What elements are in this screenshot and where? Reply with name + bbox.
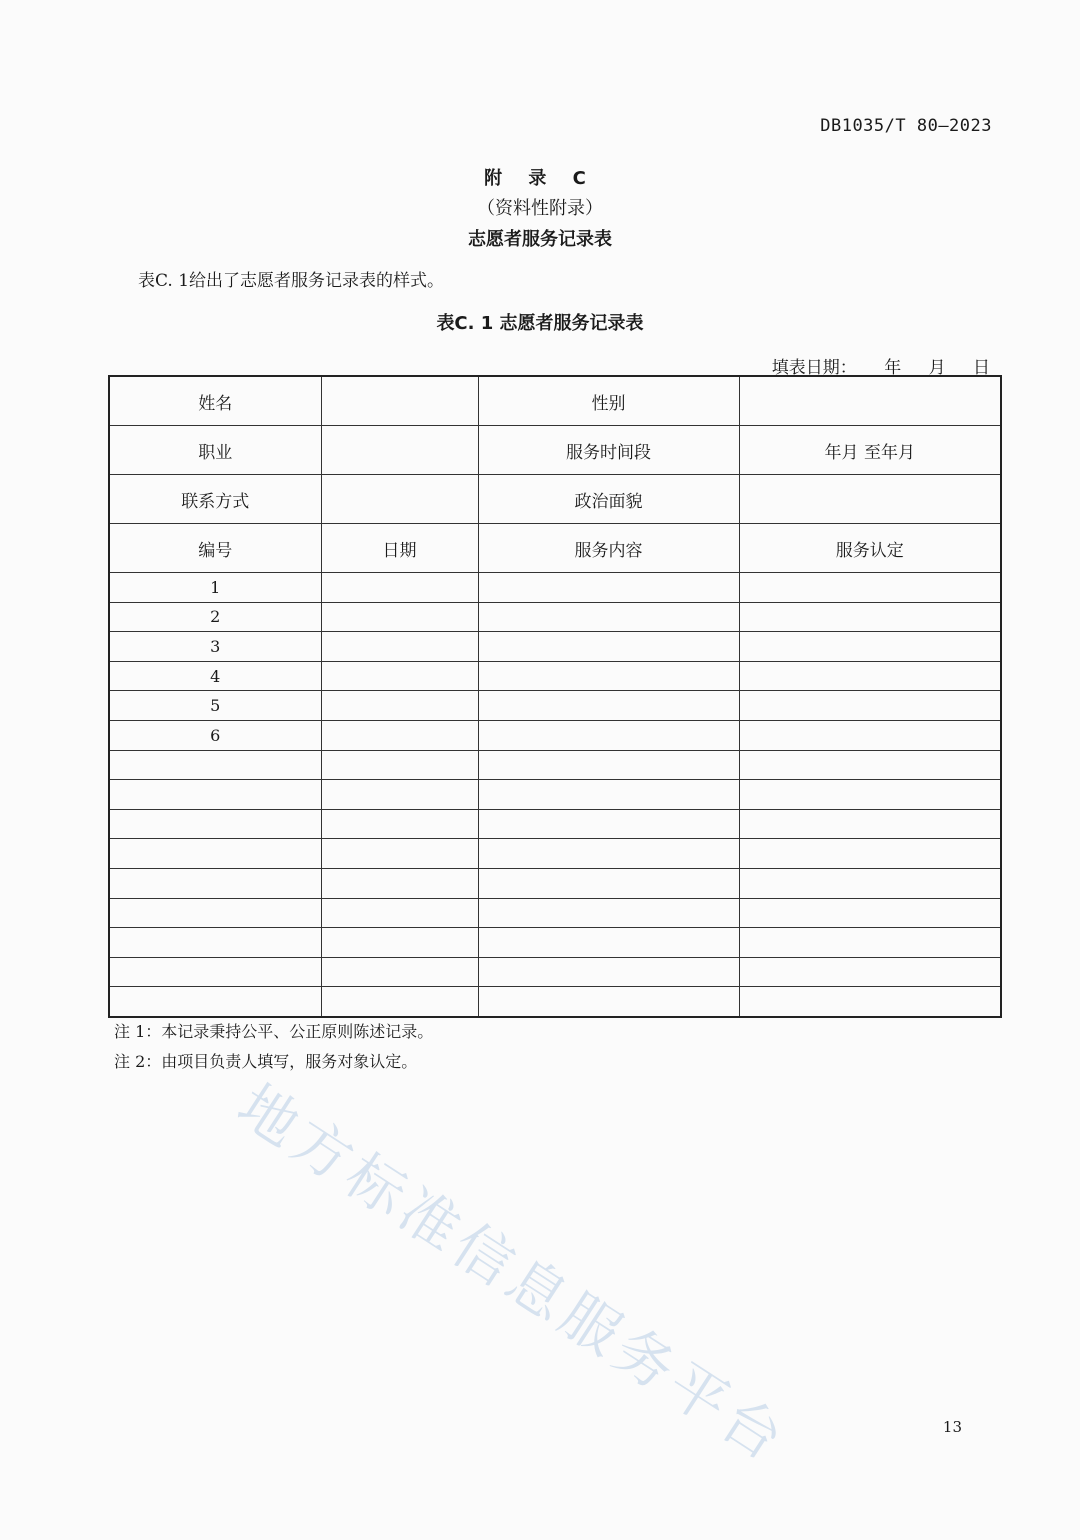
row-number-cell: 4 [109,661,321,691]
row-recognition-cell[interactable] [739,602,1001,632]
table-row [109,475,1001,524]
row-content-cell[interactable] [478,691,739,721]
table-row [109,928,1001,958]
row-content-cell[interactable] [478,957,739,987]
row-content-cell[interactable] [478,987,739,1017]
row-recognition-cell[interactable] [739,691,1001,721]
row-content-cell[interactable] [478,632,739,662]
service-period-label: 服务时间段 [478,426,739,475]
table-row [109,376,1001,426]
row-content-cell[interactable] [478,868,739,898]
gender-field[interactable] [739,376,1001,426]
row-number-cell [109,780,321,810]
appendix-title: 附 录 C [484,168,596,189]
table-row [109,868,1001,898]
fill-date-month: 月 [928,358,946,378]
row-number-cell [109,928,321,958]
table-row [109,426,1001,475]
column-header-recognition: 服务认定 [739,524,1001,573]
row-date-cell[interactable] [321,898,478,928]
political-field[interactable] [739,475,1001,524]
note-1: 注 1：本记录秉持公平、公正原则陈述记录。 [114,1022,434,1041]
row-date-cell[interactable] [321,809,478,839]
name-label: 姓名 [109,376,321,426]
table-row [109,661,1001,691]
table-row [109,839,1001,869]
row-date-cell[interactable] [321,868,478,898]
row-date-cell[interactable] [321,928,478,958]
table-row [109,780,1001,810]
table-row [109,720,1001,750]
volunteer-record-table [108,375,1002,1018]
row-recognition-cell[interactable] [739,720,1001,750]
row-content-cell[interactable] [478,750,739,780]
row-recognition-cell[interactable] [739,809,1001,839]
column-header-number: 编号 [109,524,321,573]
row-content-cell[interactable] [478,573,739,603]
row-content-cell[interactable] [478,928,739,958]
fill-date-year: 年 [884,358,902,378]
row-recognition-cell[interactable] [739,868,1001,898]
table-row [109,987,1001,1017]
watermark: 地方标准信息服务平台 [225,1070,800,1477]
column-header-content: 服务内容 [478,524,739,573]
row-date-cell[interactable] [321,839,478,869]
appendix-name: 志愿者服务记录表 [468,229,612,250]
contact-label: 联系方式 [109,475,321,524]
row-recognition-cell[interactable] [739,780,1001,810]
fill-date-day: 日 [973,358,990,378]
table-row [109,602,1001,632]
row-recognition-cell[interactable] [739,957,1001,987]
row-date-cell[interactable] [321,957,478,987]
row-date-cell[interactable] [321,720,478,750]
row-content-cell[interactable] [478,720,739,750]
row-number-cell [109,957,321,987]
page-number: 13 [942,1418,962,1436]
occupation-field[interactable] [321,426,478,475]
row-recognition-cell[interactable] [739,573,1001,603]
row-recognition-cell[interactable] [739,987,1001,1017]
table-row [109,957,1001,987]
note-2: 注 2：由项目负责人填写，服务对象认定。 [114,1052,418,1071]
row-date-cell[interactable] [321,691,478,721]
row-number-cell: 1 [109,573,321,603]
row-number-cell [109,987,321,1017]
row-content-cell[interactable] [478,780,739,810]
row-number-cell: 2 [109,602,321,632]
table-row [109,898,1001,928]
appendix-type: （资料性附录） [477,198,603,219]
row-date-cell[interactable] [321,750,478,780]
row-recognition-cell[interactable] [739,928,1001,958]
row-date-cell[interactable] [321,661,478,691]
row-date-cell[interactable] [321,573,478,603]
name-field[interactable] [321,376,478,426]
fill-date-label: 填表日期： [771,358,857,378]
table-caption: 表C. 1 志愿者服务记录表 [436,313,644,334]
row-recognition-cell[interactable] [739,632,1001,662]
table-row [109,691,1001,721]
political-label: 政治面貌 [478,475,739,524]
table-row [109,809,1001,839]
row-content-cell[interactable] [478,809,739,839]
row-number-cell: 6 [109,720,321,750]
row-recognition-cell[interactable] [739,661,1001,691]
table-row [109,750,1001,780]
table-row [109,632,1001,662]
row-recognition-cell[interactable] [739,898,1001,928]
row-date-cell[interactable] [321,780,478,810]
row-number-cell [109,898,321,928]
row-recognition-cell[interactable] [739,750,1001,780]
row-number-cell: 3 [109,632,321,662]
row-number-cell [109,750,321,780]
record-rows [109,573,1001,1017]
gender-label: 性别 [478,376,739,426]
row-number-cell: 5 [109,691,321,721]
service-period-field[interactable]: 年月 至年月 [739,426,1001,475]
row-date-cell[interactable] [321,602,478,632]
intro-text: 表C. 1给出了志愿者服务记录表的样式。 [138,271,445,291]
row-number-cell [109,809,321,839]
row-recognition-cell[interactable] [739,839,1001,869]
row-date-cell[interactable] [321,632,478,662]
table-row [109,573,1001,603]
row-date-cell[interactable] [321,987,478,1017]
row-content-cell[interactable] [478,661,739,691]
row-number-cell [109,839,321,869]
row-content-cell[interactable] [478,602,739,632]
table-header-row [109,524,1001,573]
row-content-cell[interactable] [478,898,739,928]
contact-field[interactable] [321,475,478,524]
occupation-label: 职业 [109,426,321,475]
row-number-cell [109,868,321,898]
row-content-cell[interactable] [478,839,739,869]
notes [114,1017,433,1077]
document-code: DB1035/T 80—2023 [820,116,992,136]
column-header-date: 日期 [321,524,478,573]
